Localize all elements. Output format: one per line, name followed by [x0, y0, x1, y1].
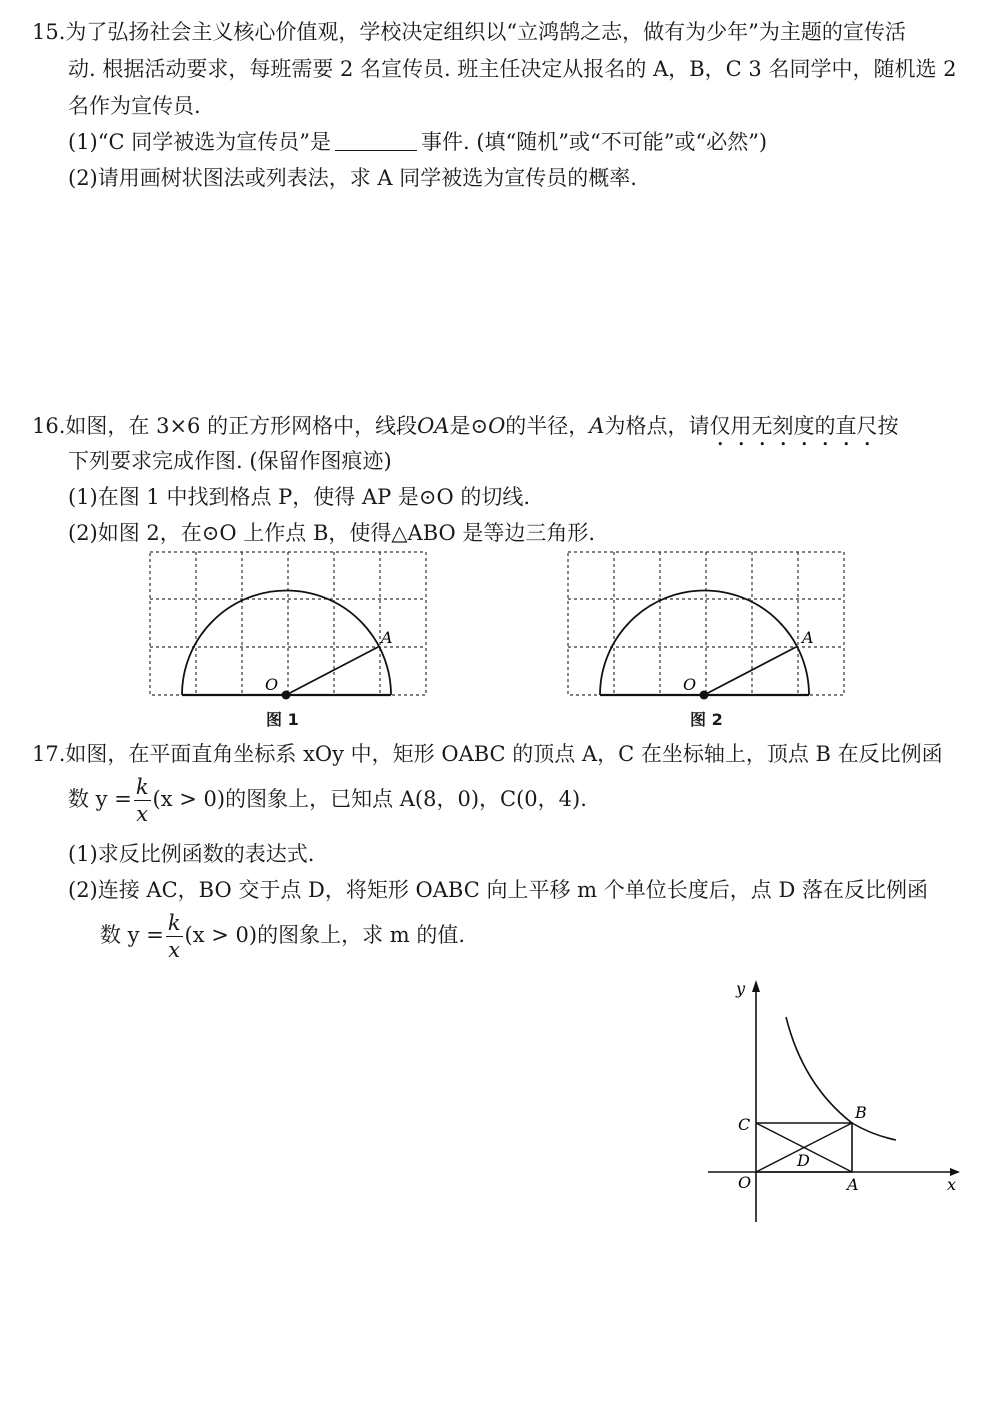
- q16-stem-oa: OA: [417, 414, 450, 438]
- figure2-grid: [568, 552, 844, 695]
- figure2-center-point: [700, 691, 709, 700]
- q16-figure2: [558, 545, 858, 705]
- q15-stem-line2: 动. 根据活动要求，每班需要 2 名宣传员. 班主任决定从报名的 A，B，C 3 名同学中，随机选 2: [68, 57, 957, 81]
- q16-figure1-caption: 图 1: [266, 710, 299, 729]
- q17-stem-line1: 如图，在平面直角坐标系 xOy 中，矩形 OABC 的顶点 A，C 在坐标轴上，顶点 B 在反比例函: [65, 742, 943, 766]
- hyperbola-curve: [786, 1017, 896, 1140]
- figure1-center-point: [282, 691, 291, 700]
- figure2-semicircle: [600, 591, 809, 696]
- q17-stem-line2-rest: (x > 0)的图象上，已知点 A(8，0)，C(0，4).: [152, 787, 587, 811]
- q17-fraction: [134, 776, 151, 825]
- figure2-segment-oa: [704, 647, 796, 695]
- q16-stem-line2: 下列要求完成作图. (保留作图痕迹): [68, 449, 392, 473]
- figure1-semicircle: [182, 591, 391, 696]
- q17-part2-fraction-denominator: x: [168, 938, 181, 962]
- q16-figure1: [140, 545, 440, 705]
- q17-graph: [700, 970, 970, 1230]
- q17-number: 17.: [32, 742, 66, 766]
- q17-fraction-denominator: x: [136, 802, 149, 826]
- q15-stem-line3: 名作为宣传员.: [68, 94, 201, 118]
- q15-answer-blank: [335, 132, 417, 151]
- q15-part1: [68, 132, 767, 153]
- q16-stem-a2: A: [589, 414, 605, 438]
- graph-label-d: D: [797, 1151, 810, 1170]
- graph-y-arrow: [752, 980, 760, 992]
- figure2-label-a: A: [802, 628, 814, 647]
- q16-stem-d: 为格点，请: [604, 414, 710, 438]
- graph-label-x: x: [947, 1175, 957, 1194]
- graph-label-y: y: [736, 979, 746, 998]
- q16-line1: [32, 414, 898, 451]
- q17-part2-fraction-numerator: k: [167, 911, 181, 935]
- q17-part2-y-equals: 数 y =: [100, 923, 164, 947]
- q16-part2: (2)如图 2，在⊙O 上作点 B，使得△ABO 是等边三角形.: [68, 521, 596, 545]
- graph-label-a: A: [847, 1175, 859, 1194]
- q16-figure2-caption: 图 2: [690, 710, 723, 729]
- q17-line1: [32, 744, 943, 765]
- figure1-segment-oa: [286, 647, 378, 695]
- q16-stem-a: 如图，在 3×6 的正方形网格中，线段: [65, 414, 418, 438]
- q17-part2-line1: (2)连接 AC，BO 交于点 D，将矩形 OABC 向上平移 m 个单位长度后，点 D 落在反比例函: [68, 878, 928, 902]
- q16-stem-emphasis: 仅用无刻度的直尺: [709, 414, 878, 438]
- q17-line2: [68, 776, 587, 825]
- q15-part1-before: (1)“C 同学被选为宣传员”是: [68, 130, 331, 154]
- q17-part2-line2-rest: (x > 0)的图象上，求 m 的值.: [184, 923, 466, 947]
- q16-stem-e: 按: [877, 414, 899, 438]
- q17-fraction-numerator: k: [135, 775, 149, 799]
- q17-stem-y-equals: 数 y =: [68, 787, 132, 811]
- q15-stem-line1: 为了弘扬社会主义核心价值观，学校决定组织以“立鸿鹄之志，做有为少年”为主题的宣传活: [65, 20, 906, 44]
- q16-stem-o: O: [488, 414, 506, 438]
- q16-stem-b: 是⊙: [449, 414, 489, 438]
- figure1-label-o: O: [265, 675, 279, 694]
- q15-number: 15.: [32, 20, 66, 44]
- q17-part2-fraction: [166, 912, 183, 961]
- graph-label-b: B: [855, 1103, 867, 1122]
- q17-part2-line2: [100, 912, 465, 961]
- graph-label-c: C: [738, 1115, 751, 1134]
- q15-part2: (2)请用画树状图法或列表法，求 A 同学被选为宣传员的概率.: [68, 166, 637, 190]
- figure2-label-o: O: [683, 675, 697, 694]
- q15-part1-after: 事件. (填“随机”或“不可能”或“必然”): [420, 130, 768, 154]
- figure1-label-a: A: [381, 628, 393, 647]
- graph-label-o: O: [738, 1173, 752, 1192]
- figure1-grid: [150, 552, 426, 695]
- q15-line1: [32, 22, 906, 43]
- q16-part1: (1)在图 1 中找到格点 P，使得 AP 是⊙O 的切线.: [68, 485, 531, 509]
- q17-part1: (1)求反比例函数的表达式.: [68, 842, 315, 866]
- q16-stem-c: 的半径，: [505, 414, 590, 438]
- q16-number: 16.: [32, 414, 66, 438]
